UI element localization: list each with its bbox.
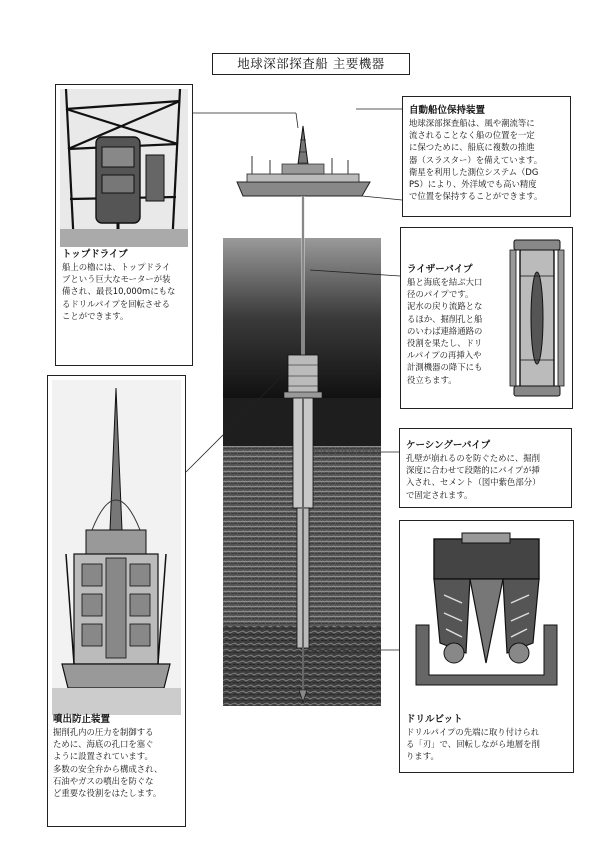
top-drive-illustration: [60, 89, 188, 247]
riser-line: 役割を果たし、ドリ: [407, 338, 483, 349]
riser-pipe-illustration: [506, 236, 568, 400]
casing-heading: ケーシングーパイプ: [406, 440, 491, 451]
drill-bit-line: る「刃」で、回転しながら地層を削: [406, 739, 540, 750]
drill-bit-heading: ドリルビット: [406, 714, 463, 725]
bop-panel: [47, 375, 186, 827]
top-drive-line: 船上の櫓には、トップドライ: [62, 262, 171, 272]
casing-text: [406, 440, 541, 501]
drill-bit-text: [406, 714, 540, 763]
casing-line: 入され、セメント（図中紫色部分）: [406, 477, 541, 488]
positioning-heading: 自動船位保持装置: [409, 105, 486, 116]
riser-line: 泥水の戻り流路とな: [407, 301, 483, 312]
bop-line: ために、海底の孔口を塞ぐ: [53, 739, 154, 750]
positioning-line: で位置を保持することができます。: [409, 191, 543, 202]
drill-bit-line: ります。: [406, 751, 439, 762]
bop-line: 掘削孔内の圧力を制御する: [53, 727, 154, 737]
riser-line: ルパイプの再挿入や: [407, 350, 482, 361]
drill-bit-line: ドリルパイプの先端に取り付けられ: [406, 727, 540, 737]
bop-line: 多数の安全弁から構成され、: [53, 763, 163, 774]
riser-line: 径のパイプです。: [407, 289, 474, 300]
drill-bit-illustration: [404, 525, 569, 705]
riser-line: 計測機器の降下にも: [407, 362, 483, 373]
bop-line: ど重要な役割をはたします。: [53, 788, 162, 799]
top-drive-line: ブという巨大なモーターが装: [62, 274, 171, 285]
positioning-line: に保つために、船底に複数の推進: [409, 142, 535, 153]
top-drive-heading: トップドライブ: [62, 249, 128, 260]
page-title: 地球深部探査船 主要機器: [212, 53, 410, 75]
top-drive-text: [62, 249, 175, 322]
top-drive-panel: [55, 84, 193, 366]
positioning-line: PS）により、外洋域でも高い精度: [409, 179, 537, 190]
riser-heading: ライザーパイプ: [407, 264, 473, 275]
positioning-text: [409, 105, 542, 202]
top-drive-line: ことができます。: [62, 310, 129, 321]
bop-line: 石油やガスの噴出を防ぐな: [53, 775, 154, 786]
bop-illustration: [52, 380, 181, 715]
positioning-line: 器（スラスター）を備えています。: [409, 154, 543, 165]
bop-text: [53, 714, 162, 799]
casing-line: 孔壁が崩れるのを防ぐために、掘削: [406, 453, 540, 463]
bop-heading: 噴出防止装置: [53, 714, 111, 725]
riser-line: 役立ちます。: [407, 374, 457, 385]
top-drive-line: 備され、最長10,000mにもな: [62, 286, 176, 297]
riser-line: 船と海底を結ぶ大口: [407, 277, 483, 287]
riser-line: るほか、掘削孔と船: [407, 313, 483, 324]
drill-bit-panel: [399, 520, 574, 773]
casing-line: 深度に合わせて段階的にパイプが挿: [406, 465, 540, 476]
casing-line: で固定されます。: [406, 489, 473, 500]
positioning-line: 衛星を利用した測位システム（DG: [409, 166, 539, 177]
riser-text: [407, 264, 482, 386]
riser-panel: [400, 227, 573, 409]
positioning-line: 流されることなく船の位置を一定: [409, 130, 535, 141]
positioning-line: 地球深部探査船は、風や潮流等に: [409, 118, 535, 128]
positioning-panel: [402, 96, 571, 217]
bop-stack: [284, 355, 322, 398]
casing-panel: [399, 428, 572, 508]
bop-line: ように設置されています。: [53, 751, 153, 762]
riser-line: のいわば連絡通路の: [407, 325, 483, 336]
drill-ship: [237, 126, 370, 196]
top-drive-line: るドリルパイプを回転させる: [62, 298, 171, 309]
